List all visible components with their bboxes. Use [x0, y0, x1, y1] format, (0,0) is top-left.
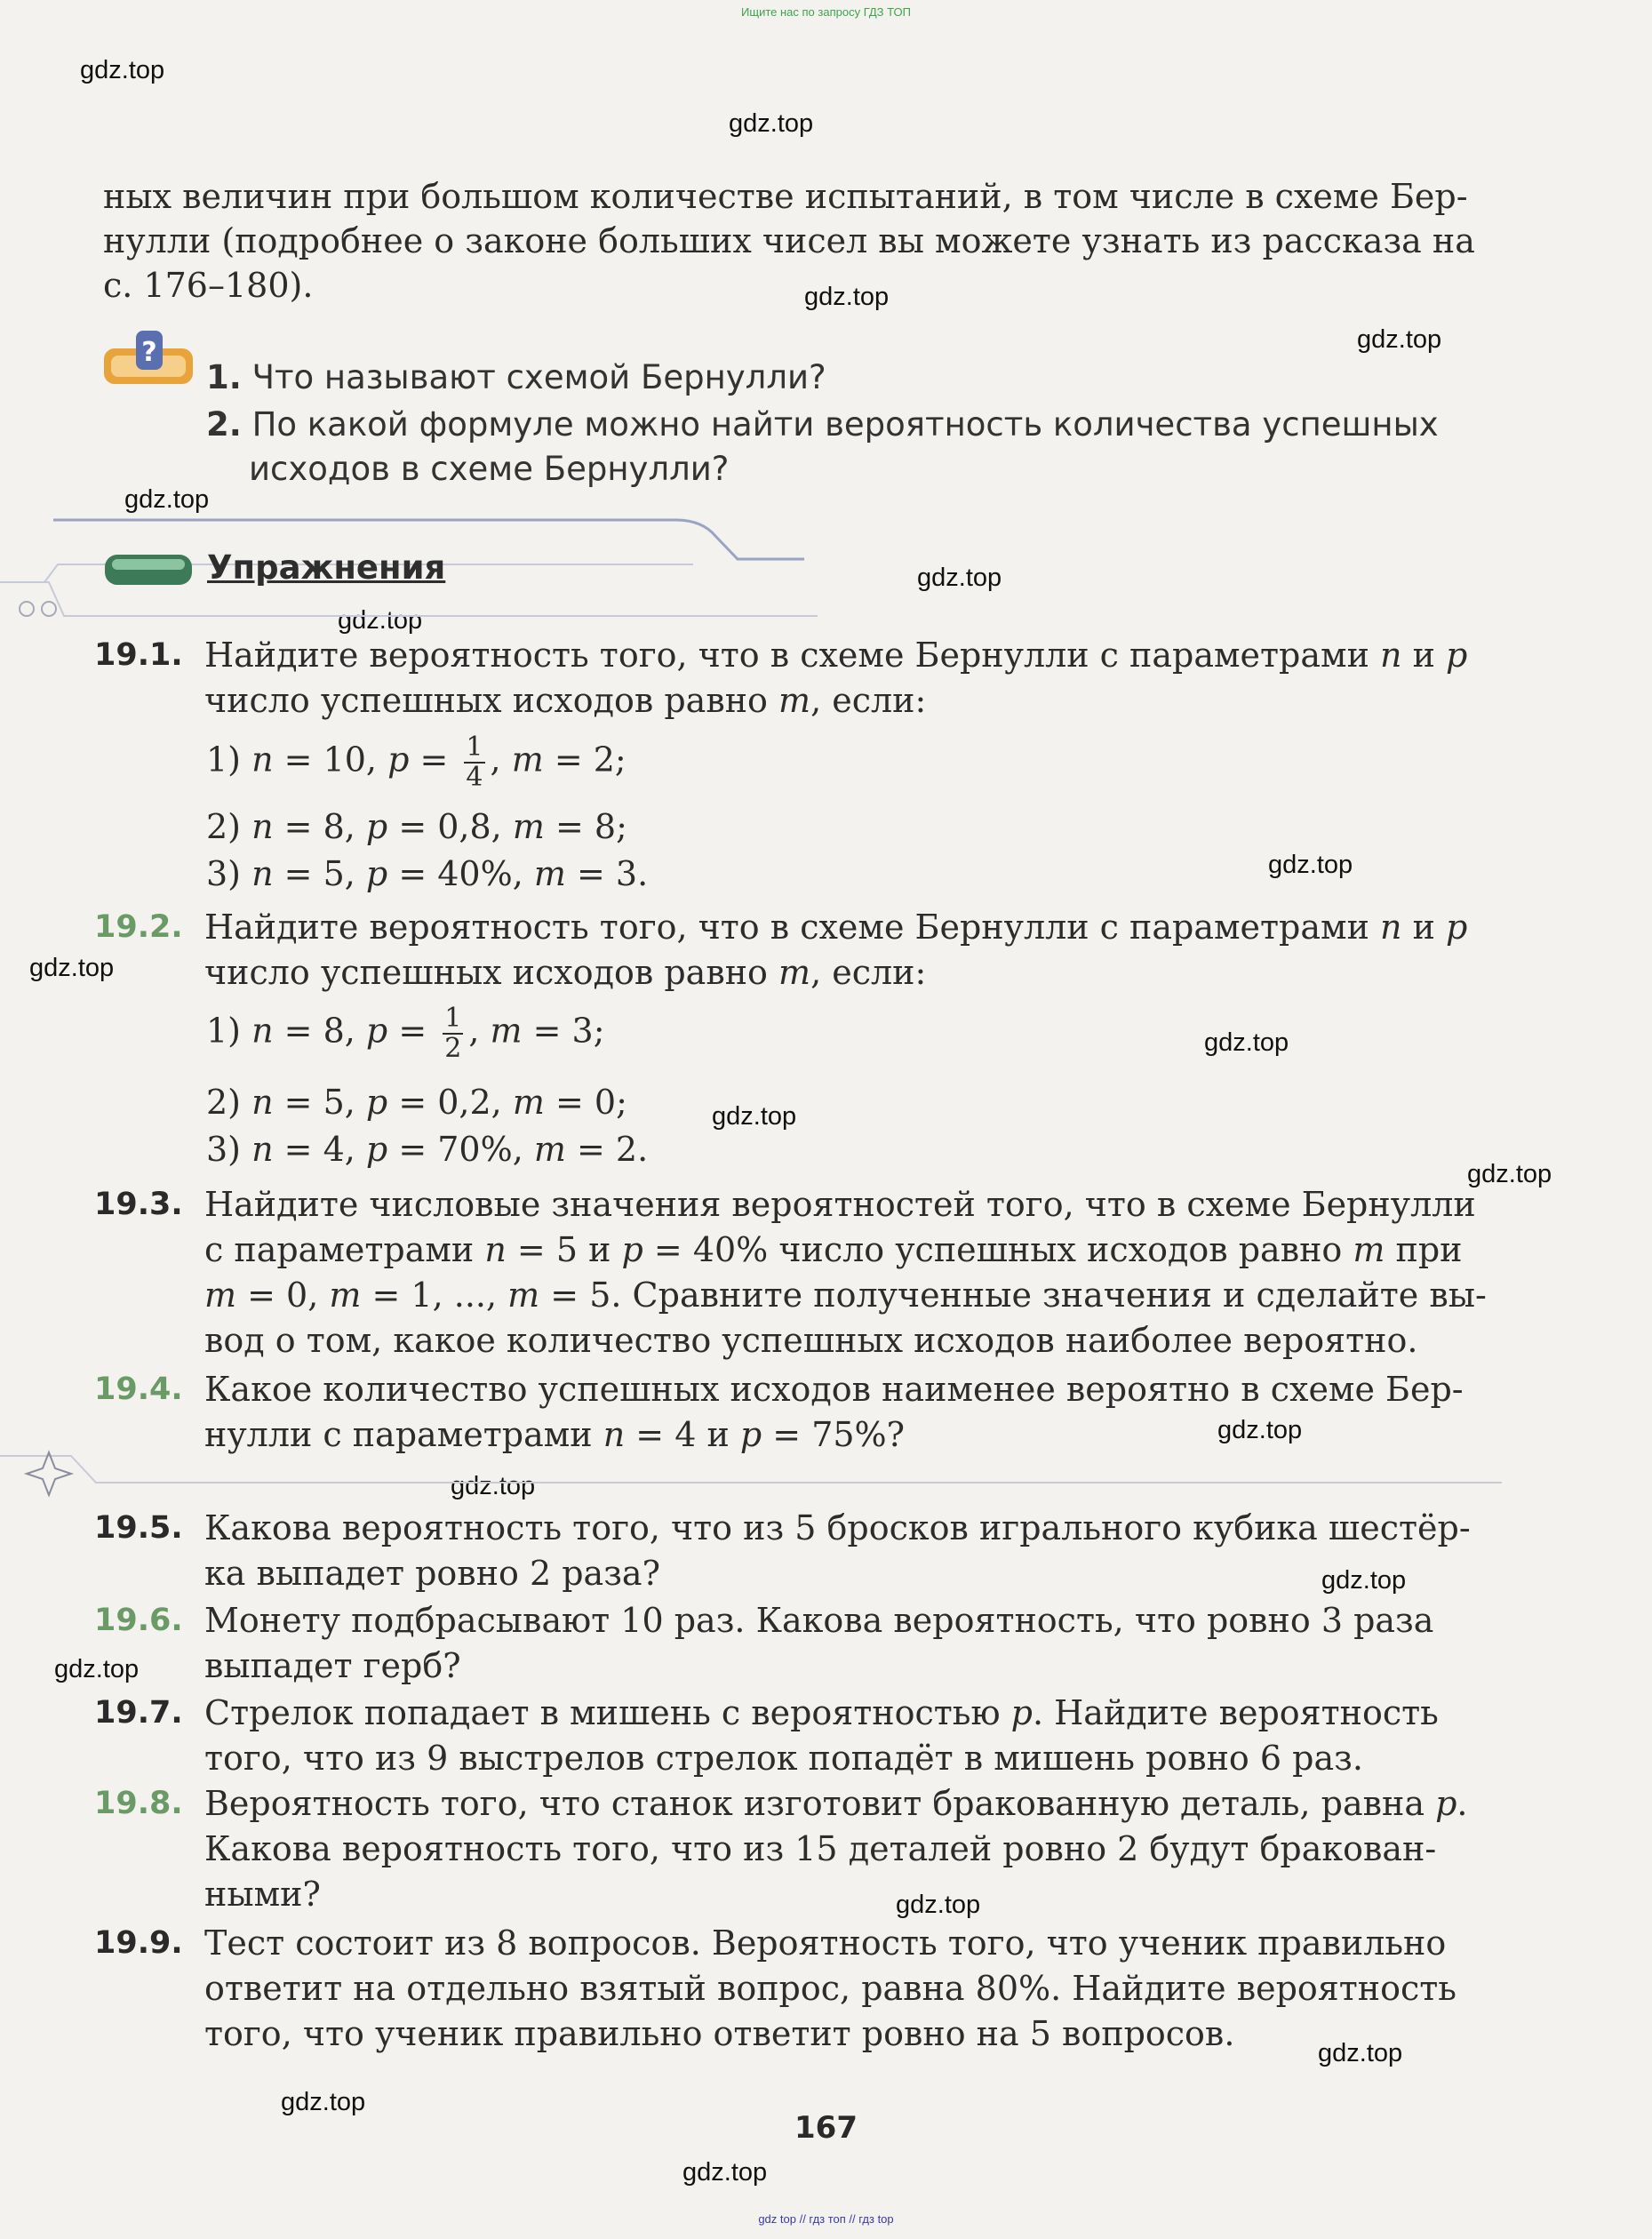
exercise-text: Стрелок попадает в мишень с вероятностью p. Найдите вероятность того, что из 9 выстрелов стрелок попадёт в мишень ровно 6 раз. — [204, 1693, 1439, 1778]
bottom-note: gdz top // гдз топ // гдз top — [758, 2212, 894, 2226]
exercise-text: Найдите числовые значения вероятностей того, что в схеме Бернулли с параметрами n = 5 и p = 40% число успешных исходов равно m при m = 0, m = 1, ..., m = 5. Сравните полученные значения и сделайте вы- вод о том, какое количество успешных исходов наиболее вероятно. — [204, 1185, 1487, 1360]
watermark: gdz.top — [729, 109, 814, 138]
exercise-number: 19.4. — [94, 1371, 183, 1407]
exercise-text: Какова вероятность того, что из 5 бросков игрального кубика шестёр- ка выпадет ровно 2 раза? — [204, 1508, 1471, 1593]
exercise-item: 2) n = 5, p = 0,2, m = 0; — [206, 1083, 627, 1122]
exercise-19-7 — [94, 1691, 1498, 1781]
exercise-number: 19.8. — [94, 1786, 183, 1821]
watermark: gdz.top — [896, 1891, 981, 1919]
section-title: Упражнения — [207, 548, 446, 587]
svg-text:?: ? — [141, 337, 157, 368]
watermark: gdz.top — [54, 1655, 140, 1683]
watermark: gdz.top — [682, 2158, 768, 2187]
exercise-number: 19.3. — [94, 1187, 183, 1222]
page-number: 167 — [794, 2110, 858, 2146]
exercise-text: Найдите вероятность того, что в схеме Бернулли с параметрами n и p число успешных исходов равно m, если: — [204, 908, 1468, 992]
watermark: gdz.top — [1321, 1566, 1407, 1595]
question-text-continued: исходов в схеме Бернулли? — [249, 450, 730, 488]
top-note: Ищите нас по запросу ГДЗ ТОП — [741, 5, 911, 19]
fraction: $\frac{1}{4}$ — [466, 732, 483, 793]
watermark: gdz.top — [917, 564, 1002, 592]
watermark: gdz.top — [124, 485, 210, 514]
exercise-19-5 — [94, 1506, 1498, 1596]
exercise-number: 19.6. — [94, 1603, 183, 1638]
exercise-19-1 — [94, 633, 1498, 724]
review-question — [206, 403, 1490, 492]
watermark: gdz.top — [451, 1472, 536, 1500]
question-number: 1. — [206, 358, 242, 396]
advanced-divider — [0, 1440, 1652, 1502]
watermark: gdz.top — [804, 283, 890, 311]
question-number: 2. — [206, 405, 242, 444]
exercise-19-2 — [94, 905, 1498, 996]
watermark: gdz.top — [1204, 1028, 1289, 1057]
exercise-text: Вероятность того, что станок изготовит бракованную деталь, равна p. Какова вероятность того, что из 15 деталей ровно 2 будут бракован- ными? — [204, 1784, 1468, 1914]
watermark: gdz.top — [1467, 1160, 1552, 1188]
exercise-19-9 — [94, 1921, 1498, 2057]
exercise-item: 1) n = 10, p = $\frac{1}{4}$ , m = 2; — [206, 732, 626, 793]
watermark: gdz.top — [1318, 2039, 1403, 2067]
question-mark-icon — [102, 329, 196, 389]
exercise-text: Найдите вероятность того, что в схеме Бернулли с параметрами n и p число успешных исходов равно m, если: — [204, 636, 1468, 720]
exercise-item: 1) n = 8, p = $\frac{1}{2}$ , m = 3; — [206, 1003, 605, 1064]
exercise-text: Какое количество успешных исходов наименее вероятно в схеме Бер- нулли с параметрами n = 4 и p = 75%? — [204, 1370, 1464, 1454]
exercise-number: 19.2. — [94, 909, 183, 945]
watermark: gdz.top — [281, 2088, 366, 2116]
exercise-19-3 — [94, 1182, 1498, 1363]
watermark: gdz.top — [29, 954, 115, 982]
intro-paragraph — [103, 174, 1489, 308]
exercise-number: 19.7. — [94, 1695, 183, 1731]
review-question — [206, 356, 826, 400]
exercise-text: Тест состоит из 8 вопросов. Вероятность того, что ученик правильно ответит на отдельно взятый вопрос, равна 80%. Найдите вероятность того, что ученик правильно ответит ровно на 5 вопросов. — [204, 1923, 1456, 2053]
exercise-19-8 — [94, 1781, 1498, 1917]
watermark: gdz.top — [1268, 851, 1353, 879]
exercise-item: 2) n = 8, p = 0,8, m = 8; — [206, 807, 627, 846]
watermark: gdz.top — [1217, 1416, 1303, 1444]
watermark: gdz.top — [1357, 325, 1442, 354]
exercise-number: 19.9. — [94, 1925, 183, 1961]
watermark: gdz.top — [338, 606, 423, 635]
intro-line: нулли (подробнее о законе больших чисел вы можете узнать из рассказа на — [103, 221, 1475, 260]
fraction: $\frac{1}{2}$ — [444, 1003, 462, 1064]
question-text: Что называют схемой Бернулли? — [251, 358, 826, 396]
question-text: По какой формуле можно найти вероятность количества успешных — [251, 405, 1439, 444]
exercise-text: Монету подбрасывают 10 раз. Какова вероятность, что ровно 3 раза выпадет герб? — [204, 1601, 1434, 1685]
watermark: gdz.top — [712, 1102, 797, 1131]
watermark: gdz.top — [80, 56, 165, 84]
intro-line: ных величин при большом количестве испытаний, в том числе в схеме Бер- — [103, 177, 1468, 216]
exercise-item: 3) n = 4, p = 70%, m = 2. — [206, 1130, 649, 1169]
exercise-19-6 — [94, 1598, 1498, 1689]
intro-line: с. 176–180). — [103, 266, 314, 305]
exercise-number: 19.5. — [94, 1510, 183, 1546]
exercise-item: 3) n = 5, p = 40%, m = 3. — [206, 854, 649, 893]
exercise-section-icon — [103, 553, 194, 588]
exercise-number: 19.1. — [94, 637, 183, 673]
